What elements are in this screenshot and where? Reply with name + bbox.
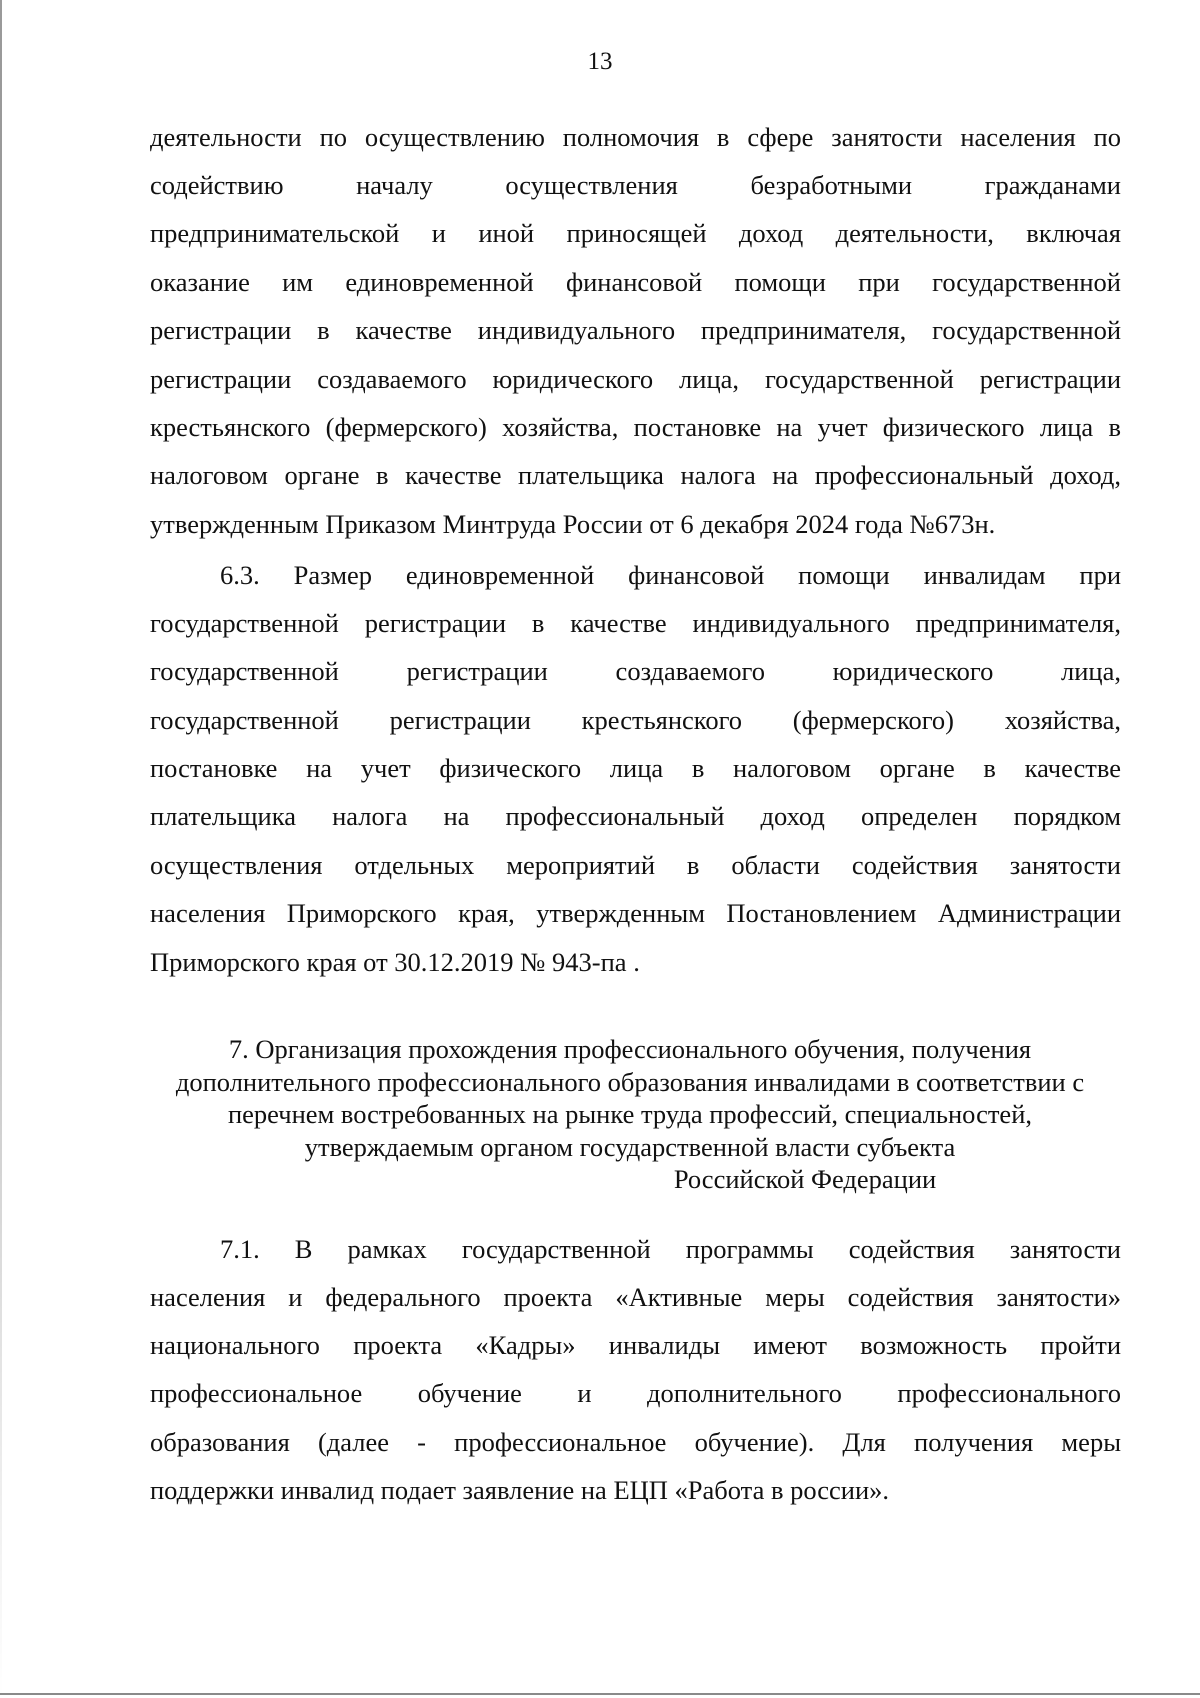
text-line: Приморского края от 30.12.2019 № 943-па . <box>150 947 640 977</box>
text-line: регистрации в качестве индивидуального предпринимателя, государственной <box>150 315 1121 345</box>
scan-edge-left <box>0 0 2 1698</box>
text-line: крестьянского (фермерского) хозяйства, постановке на учет физического лица в <box>150 412 1121 442</box>
text-line: 7.1. В рамках государственной программы содействия занятости <box>220 1234 1121 1264</box>
text-line: регистрации создаваемого юридического лица, государственной регистрации <box>150 364 1121 394</box>
text-line: государственной регистрации крестьянского (фермерского) хозяйства, <box>150 705 1121 735</box>
text-line: оказание им единовременной финансовой помощи при государственной <box>150 267 1121 297</box>
text-line: государственной регистрации создаваемого юридического лица, <box>150 656 1121 686</box>
text-line: плательщика налога на профессиональный доход определен порядком <box>150 801 1121 831</box>
text-line: налоговом органе в качестве плательщика налога на профессиональный доход, <box>150 460 1121 490</box>
text-line: государственной регистрации в качестве индивидуального предпринимателя, <box>150 608 1121 638</box>
text-line: образования (далее - профессиональное обучение). Для получения меры <box>150 1427 1121 1457</box>
text-line: содействию началу осуществления безработными гражданами <box>150 170 1121 200</box>
page-number: 13 <box>587 48 613 75</box>
heading-line: Российской Федерации <box>673 1164 937 1194</box>
text-line: национального проекта «Кадры» инвалиды имеют возможность пройти <box>150 1330 1121 1360</box>
heading-line: дополнительного профессионального образования инвалидами в соответствии с <box>175 1067 1085 1097</box>
text-line: деятельности по осуществлению полномочия в сфере занятости населения по <box>150 122 1121 152</box>
text-line: 6.3. Размер единовременной финансовой помощи инвалидам при <box>220 560 1121 590</box>
text-line: профессиональное обучение и дополнительного профессионального <box>150 1378 1121 1408</box>
heading-line: утверждаемым органом государственной власти субъекта <box>304 1132 956 1162</box>
text-line: населения Приморского края, утвержденным Постановлением Администрации <box>150 898 1121 928</box>
text-line: поддержки инвалид подает заявление на ЕЦП «Работа в россии». <box>150 1475 890 1505</box>
scan-edge-bottom <box>0 1693 1200 1695</box>
heading-line: перечнем востребованных на рынке труда профессий, специальностей, <box>227 1099 1033 1129</box>
heading-line: 7. Организация прохождения профессионального обучения, получения <box>228 1034 1032 1064</box>
text-line: осуществления отдельных мероприятий в области содействия занятости <box>150 850 1121 880</box>
text-line: населения и федерального проекта «Активные меры содействия занятости» <box>150 1282 1121 1312</box>
text-line: утвержденным Приказом Минтруда России от 6 декабря 2024 года №673н. <box>150 509 996 539</box>
text-line: предпринимательской и иной приносящей доход деятельности, включая <box>150 218 1121 248</box>
text-line: постановке на учет физического лица в налоговом органе в качестве <box>150 753 1121 783</box>
